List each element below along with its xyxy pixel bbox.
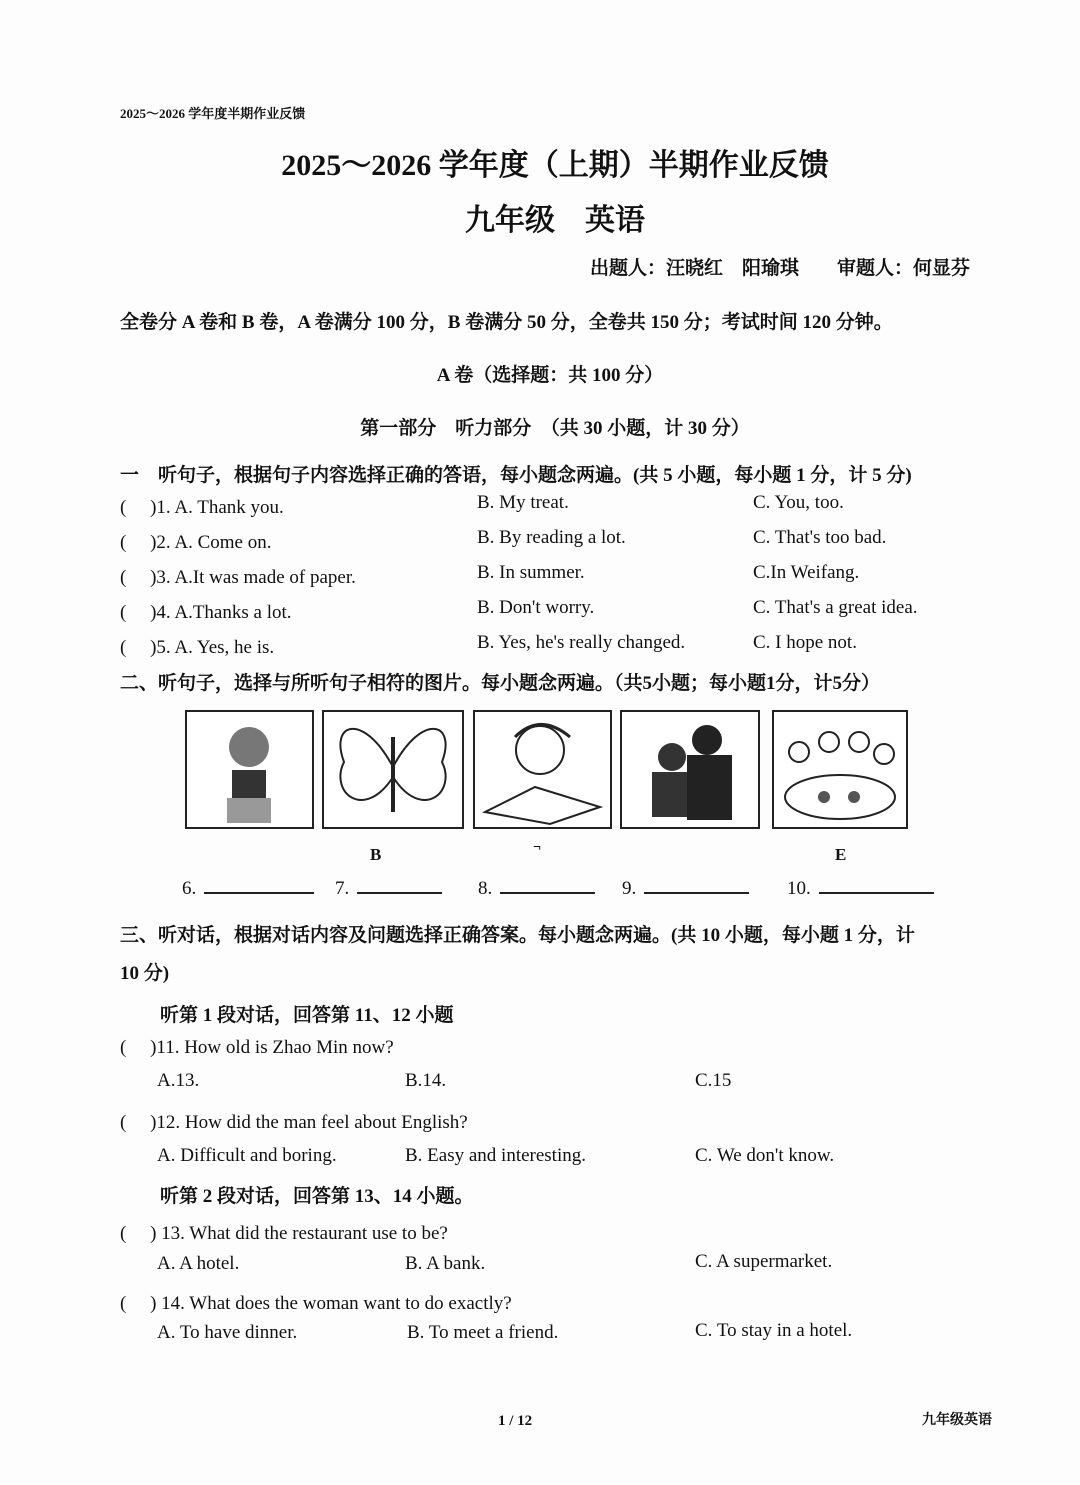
q11-stem: ( )11. How old is Zhao Min now? bbox=[120, 1037, 394, 1058]
blank-9[interactable] bbox=[622, 878, 749, 900]
blank-number: 7. bbox=[335, 878, 350, 899]
section3-heading-cont: 10 分) bbox=[120, 963, 170, 984]
part1-heading: 第一部分 听力部分 （共 30 小题，计 30 分） bbox=[360, 418, 750, 439]
q14-stem: ( ) 14. What does the woman want to do exactly? bbox=[120, 1293, 512, 1314]
page-title: 2025～2026 学年度（上期）半期作业反馈 bbox=[281, 149, 829, 182]
person-icon bbox=[187, 712, 312, 827]
q13-stem: ( ) 13. What did the restaurant use to be? bbox=[120, 1223, 448, 1244]
q2-stem-option-a: ( )2. A. Come on. bbox=[120, 532, 272, 553]
q1-option-b: B. My treat. bbox=[477, 492, 569, 513]
blank-10[interactable] bbox=[787, 878, 934, 900]
q3-option-c: C.In Weifang. bbox=[753, 562, 860, 583]
q3-stem-option-a: ( )3. A.It was made of paper. bbox=[120, 567, 356, 588]
people-hugging-icon bbox=[622, 712, 758, 827]
butterfly-icon bbox=[324, 712, 462, 827]
section3-heading: 三、听对话，根据对话内容及问题选择正确答案。每小题念两遍。(共 10 小题，每小题 1 分，计 bbox=[120, 925, 915, 946]
dialog2-instruction: 听第 2 段对话，回答第 13、14 小题。 bbox=[160, 1186, 474, 1207]
picture-4 bbox=[620, 710, 760, 829]
q4-option-b: B. Don't worry. bbox=[477, 597, 595, 618]
blank-7[interactable] bbox=[335, 878, 442, 900]
blank-number: 8. bbox=[478, 878, 493, 899]
q13-option-b: B. A bank. bbox=[405, 1253, 486, 1274]
footer-label: 九年级英语 bbox=[922, 1413, 992, 1428]
picture-label-c: ¬ bbox=[533, 840, 541, 855]
picture-label-b: B bbox=[370, 845, 382, 864]
child-writing-icon bbox=[475, 712, 610, 827]
q11-option-c: C.15 bbox=[695, 1070, 732, 1091]
q13-option-c: C. A supermarket. bbox=[695, 1251, 833, 1272]
q5-option-c: C. I hope not. bbox=[753, 632, 857, 653]
q12-stem: ( )12. How did the man feel about English? bbox=[120, 1112, 468, 1133]
picture-1 bbox=[185, 710, 314, 829]
q12-option-c: C. We don't know. bbox=[695, 1145, 835, 1166]
picture-label-e: E bbox=[835, 845, 847, 864]
blank-6[interactable] bbox=[182, 878, 314, 900]
running-header: 2025～2026 学年度半期作业反馈 bbox=[120, 106, 306, 121]
q14-option-c: C. To stay in a hotel. bbox=[695, 1320, 853, 1341]
blank-number: 6. bbox=[182, 878, 197, 899]
q2-option-b: B. By reading a lot. bbox=[477, 527, 626, 548]
page-subtitle: 九年级 英语 bbox=[465, 204, 645, 237]
q1-option-c: C. You, too. bbox=[753, 492, 844, 513]
q3-option-b: B. In summer. bbox=[477, 562, 585, 583]
section2-heading: 二、听句子，选择与所听句子相符的图片。每小题念两遍。（共5小题；每小题1分，计5分） bbox=[120, 673, 881, 694]
picture-5 bbox=[772, 710, 908, 829]
q13-option-a: A. A hotel. bbox=[157, 1253, 240, 1274]
q11-option-a: A.13. bbox=[157, 1070, 200, 1091]
blank-number: 10. bbox=[787, 878, 811, 899]
q14-option-a: A. To have dinner. bbox=[157, 1322, 298, 1343]
blank-number: 9. bbox=[622, 878, 637, 899]
q5-stem-option-a: ( )5. A. Yes, he is. bbox=[120, 637, 275, 658]
q12-option-a: A. Difficult and boring. bbox=[157, 1145, 337, 1166]
q5-option-b: B. Yes, he's really changed. bbox=[477, 632, 686, 653]
authors: 出题人：汪晓红 阳瑜琪 审题人：何显芬 bbox=[590, 258, 971, 279]
q11-option-b: B.14. bbox=[405, 1070, 447, 1091]
picture-2 bbox=[322, 710, 464, 829]
page-number: 1 / 12 bbox=[498, 1413, 533, 1429]
q12-option-b: B. Easy and interesting. bbox=[405, 1145, 586, 1166]
section1-heading: 一 听句子，根据句子内容选择正确的答语，每小题念两遍。(共 5 小题，每小题 1 分，计 5 分) bbox=[120, 465, 912, 486]
q14-option-b: B. To meet a friend. bbox=[407, 1322, 559, 1343]
intro: 全卷分 A 卷和 B 卷，A 卷满分 100 分，B 卷满分 50 分，全卷共 150 分；考试时间 120 分钟。 bbox=[120, 312, 893, 333]
q1-stem-option-a: ( )1. A. Thank you. bbox=[120, 497, 284, 518]
q4-option-c: C. That's a great idea. bbox=[753, 597, 918, 618]
q2-option-c: C. That's too bad. bbox=[753, 527, 887, 548]
picture-3 bbox=[473, 710, 612, 829]
family-dinner-icon bbox=[774, 712, 906, 827]
blank-8[interactable] bbox=[478, 878, 595, 900]
q4-stem-option-a: ( )4. A.Thanks a lot. bbox=[120, 602, 292, 623]
paper-a-heading: A 卷（选择题：共 100 分） bbox=[436, 365, 664, 386]
dialog1-instruction: 听第 1 段对话，回答第 11、12 小题 bbox=[160, 1005, 454, 1026]
